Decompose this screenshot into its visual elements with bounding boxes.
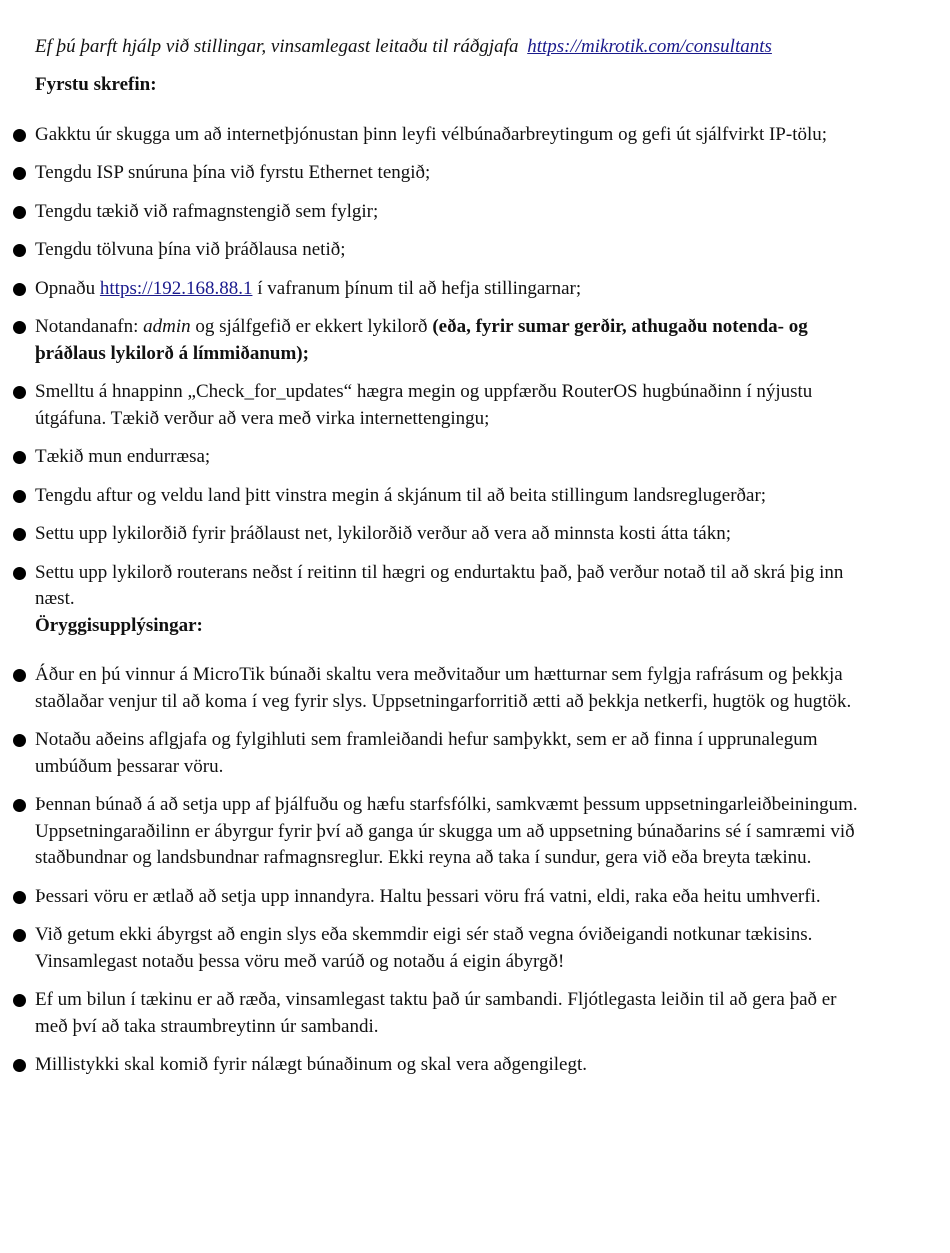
document-page [35, 34, 865, 1091]
safety-heading: Öryggisupplýsingar: [35, 614, 203, 636]
list-item-text: í vafranum þínum til að hefja stillingarnar; [257, 277, 582, 299]
bullet-icon [13, 206, 26, 219]
list-item [35, 727, 865, 780]
bullet-icon [13, 451, 26, 464]
list-item-text: Þennan búnað á að setja upp af þjálfuðu og hæfu starfsfólki, samkvæmt þessum uppsetningarleiðbeiningum. Uppsetningaraðilinn er ábyrgur fyrir því að ganga úr skugga um að uppsetning búnaðarins sé í samræmi við staðbundnar og landsbundnar rafmagnsreglur. Ekki reyna að taka í sundur, gera við eða breyta tækinu. [35, 794, 858, 868]
bullet-icon [13, 528, 26, 541]
router-address-link[interactable]: https://192.168.88.1 [99, 277, 253, 299]
list-item [35, 160, 865, 187]
list-item-text: Tækið mun endurræsa; [35, 446, 211, 467]
list-item [35, 521, 865, 548]
list-item [35, 237, 865, 264]
list-item [35, 444, 865, 471]
list-item-text: Smelltu á hnappinn „Check_for_updates“ hægra megin og uppfærðu RouterOS hugbúnaðinn í nýjustu útgáfuna. Tækið verður að vera með virka internettengingu; [35, 381, 813, 429]
bullet-icon [13, 167, 26, 180]
password-note: (eða, fyrir sumar gerðir, athugaðu notenda- og þráðlaus lykilorð á límmiðanum); [35, 316, 808, 364]
bullet-icon [13, 734, 26, 747]
list-item [35, 560, 865, 613]
safety-list [35, 662, 865, 1079]
list-item-text: Settu upp lykilorðið fyrir þráðlaust net, lykilorðið verður að vera að minnsta kosti átta tákn; [35, 523, 731, 544]
list-item [35, 199, 865, 226]
list-item-text: Við getum ekki ábyrgst að engin slys eða skemmdir eigi sér stað vegna óviðeigandi notkunar tækisins. Vinsamlegast notaðu þessa vöru með varúð og notaðu á eigin ábyrgð! [35, 924, 813, 972]
bullet-icon [13, 129, 26, 142]
bullet-icon [13, 386, 26, 399]
intro-line [35, 34, 865, 61]
list-item-text: Notandanafn: [35, 316, 139, 337]
list-item-text: Millistykki skal komið fyrir nálægt búnaðinum og skal vera aðgengilegt. [35, 1054, 587, 1075]
bullet-icon [13, 567, 26, 580]
list-item [35, 792, 865, 872]
list-item-text: Tengdu tölvuna þína við þráðlausa netið; [35, 239, 346, 260]
consultants-link[interactable]: https://mikrotik.com/consultants [527, 36, 772, 57]
list-item-text: Tengdu ISP snúruna þína við fyrstu Ethernet tengið; [35, 162, 431, 183]
list-item [35, 662, 865, 715]
bullet-icon [13, 1059, 26, 1072]
bullet-icon [13, 244, 26, 257]
bullet-icon [13, 994, 26, 1007]
intro-text: Ef þú þarft hjálp við stillingar, vinsamlegast leitaðu til ráðgjafa [35, 36, 519, 57]
list-item [35, 379, 865, 432]
list-item-text: Notaðu aðeins aflgjafa og fylgihluti sem framleiðandi hefur samþykkt, sem er að finna í upprunalegum umbúðum þessarar vöru. [35, 729, 818, 777]
list-item [35, 987, 865, 1040]
bullet-icon [13, 490, 26, 503]
list-item-text: Áður en þú vinnur á MicroTik búnaði skaltu vera meðvitaður um hætturnar sem fylgja rafrásum og þekkja staðlaðar venjur til að koma í veg fyrir slys. Uppsetningarforritið ætti að þekkja netkerfi, hugtök og hugtök. [35, 664, 852, 712]
list-item [35, 314, 865, 367]
first-steps-list [35, 122, 865, 613]
bullet-icon [13, 929, 26, 942]
list-item [35, 483, 865, 510]
bullet-icon [13, 283, 26, 296]
list-item-text: Tengdu tækið við rafmagnstengið sem fylgir; [35, 200, 379, 222]
bullet-icon [13, 799, 26, 812]
list-item [35, 276, 865, 303]
list-item [35, 922, 865, 975]
list-item-text: Þessari vöru er ætlað að setja upp innandyra. Haltu þessari vöru frá vatni, eldi, raka eða heitu umhverfi. [35, 885, 821, 907]
bullet-icon [13, 891, 26, 904]
list-item [35, 122, 865, 149]
list-item-text: Gakktu úr skugga um að internetþjónustan þinn leyfi vélbúnaðarbreytingum og gefi út sjálfvirkt IP-tölu; [35, 123, 828, 145]
list-item-text: Settu upp lykilorð routerans neðst í reitinn til hægri og endurtaktu það, það verður notað til að skrá þig inn næst. [35, 561, 844, 609]
list-item [35, 884, 865, 911]
bullet-icon [13, 669, 26, 682]
list-item-text: Tengdu aftur og veldu land þitt vinstra megin á skjánum til að beita stillingum landsreglugerðar; [35, 484, 767, 506]
first-steps-heading: Fyrstu skrefin: [35, 74, 157, 95]
bullet-icon [13, 321, 26, 334]
list-item-text: Opnaðu [35, 277, 96, 299]
list-item-text: Ef um bilun í tækinu er að ræða, vinsamlegast taktu það úr sambandi. Fljótlegasta leiðin til að gera það er með því að taka straumbreytinn úr sambandi. [35, 989, 837, 1037]
list-item [35, 1052, 865, 1079]
list-item-text: og sjálfgefið er ekkert lykilorð [195, 316, 428, 337]
default-username: admin [143, 316, 191, 337]
